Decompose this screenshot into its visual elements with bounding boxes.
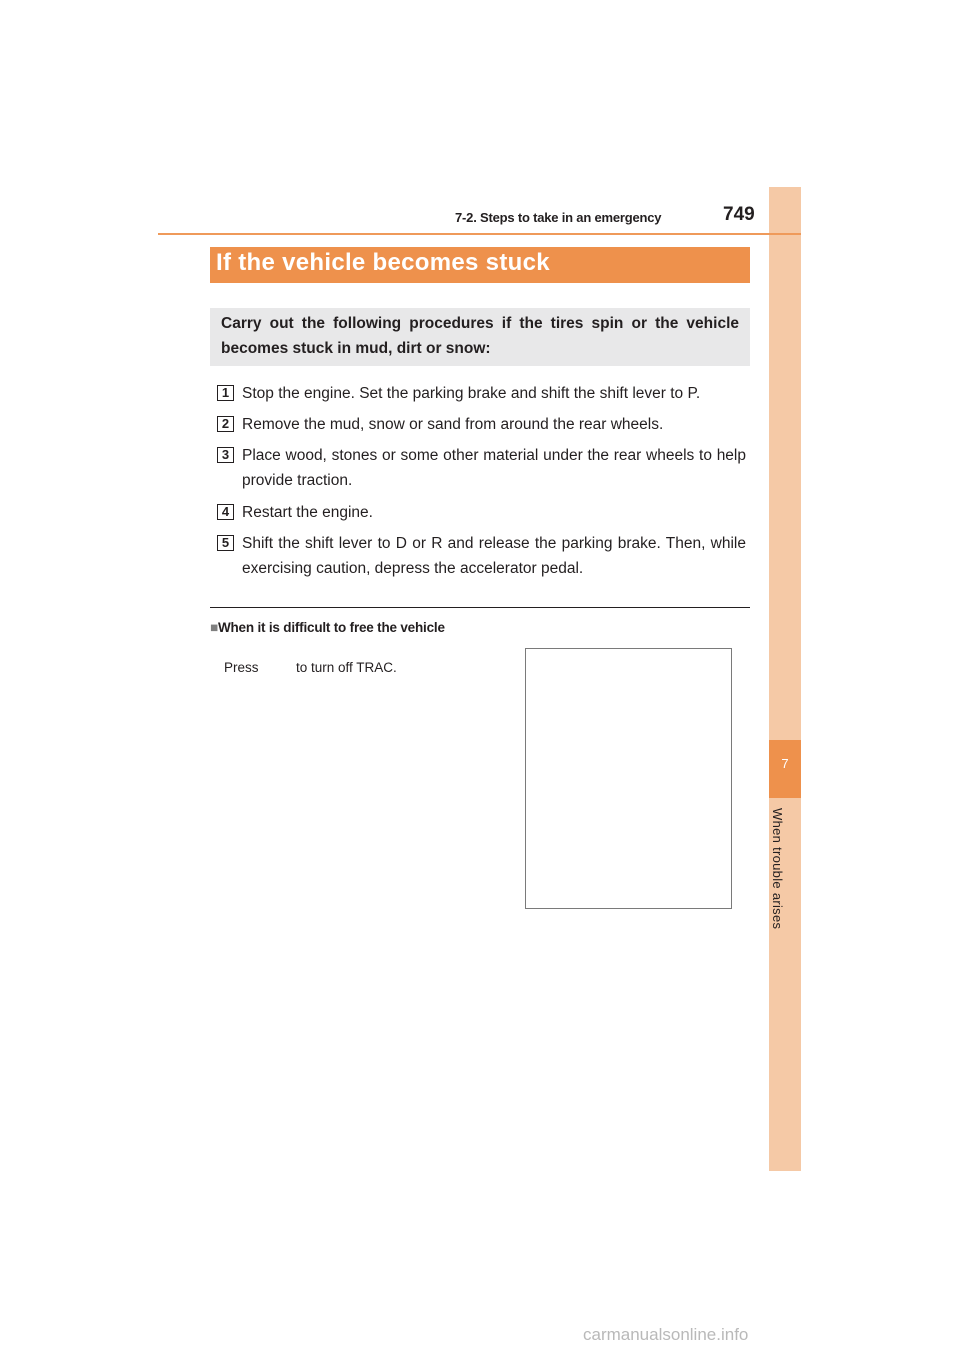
step-number-badge: 3 (217, 447, 234, 463)
intro-text: Carry out the following procedures if the tires spin or the vehicle becomes stuck in mud, dirt or snow: (221, 315, 739, 357)
step-text: Remove the mud, snow or sand from around the rear wheels. (242, 416, 664, 433)
chapter-number: 7 (781, 756, 789, 771)
note-text: Press to turn off TRAC. (224, 660, 397, 675)
footer-watermark: carmanualsonline.info (583, 1325, 749, 1344)
section-title: If the vehicle becomes stuck (216, 249, 550, 276)
step-text: Restart the engine. (242, 504, 373, 521)
step-number-badge: 5 (217, 535, 234, 551)
step-number-badge: 2 (217, 416, 234, 432)
chapter-side-tab (769, 187, 801, 1171)
chapter-title: When trouble arises (770, 808, 785, 930)
header-section-title: 7-2. Steps to take in an emergency (455, 210, 662, 225)
note-heading-text: When it is difficult to free the vehicle (217, 620, 445, 635)
step-text: Stop the engine. Set the parking brake and shift the shift lever to P. (242, 385, 701, 402)
trac-switch-illustration (525, 648, 732, 909)
step-number-badge: 4 (217, 504, 234, 520)
section-divider (210, 607, 750, 608)
step-text: Place wood, stones or some other material under the rear wheels to help provide traction. (242, 447, 746, 489)
square-bullet-icon: ■ (210, 620, 218, 635)
header-rule (158, 233, 801, 235)
note-heading (210, 620, 445, 635)
step-text: Shift the shift lever to D or R and release the parking brake. Then, while exercising caution, depress the accelerator pedal. (242, 535, 746, 577)
page-number: 749 (723, 204, 755, 225)
step-number-badge: 1 (217, 385, 234, 401)
